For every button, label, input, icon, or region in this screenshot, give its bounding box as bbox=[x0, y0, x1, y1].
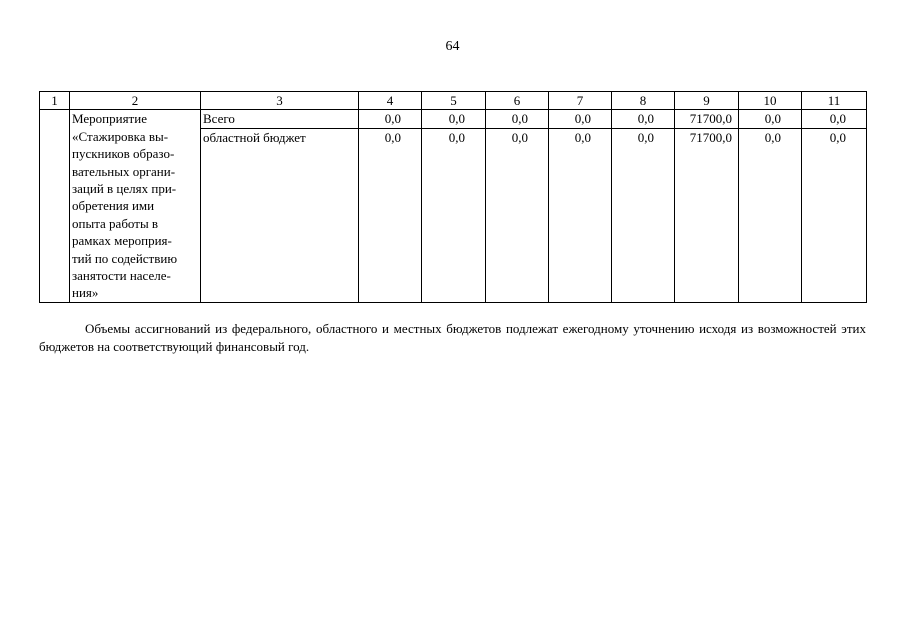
value-cell: 0,0 bbox=[486, 110, 549, 128]
column-header: 10 bbox=[739, 92, 802, 110]
index-cell bbox=[40, 110, 70, 302]
funding-source-cell: областной бюджет bbox=[201, 128, 359, 302]
value-cell: 0,0 bbox=[359, 110, 422, 128]
column-header: 2 bbox=[70, 92, 201, 110]
activity-name-cell: Мероприятие «Стажировка вы- пускников образо- вательных органи- заций в целях при- обретения ими опыта работы в рамках мероприя- тий по содействию занятости населе- ния» bbox=[70, 110, 201, 302]
value-cell: 0,0 bbox=[422, 110, 486, 128]
budget-table bbox=[39, 91, 867, 303]
value-cell: 0,0 bbox=[359, 128, 422, 302]
column-header: 6 bbox=[486, 92, 549, 110]
value-cell: 71700,0 bbox=[675, 128, 739, 302]
funding-source-cell: Всего bbox=[201, 110, 359, 128]
value-cell: 0,0 bbox=[422, 128, 486, 302]
value-cell: 0,0 bbox=[802, 128, 867, 302]
column-header: 9 bbox=[675, 92, 739, 110]
column-header: 8 bbox=[612, 92, 675, 110]
table-row bbox=[40, 110, 867, 128]
value-cell: 0,0 bbox=[739, 128, 802, 302]
value-cell: 0,0 bbox=[612, 128, 675, 302]
column-header: 7 bbox=[549, 92, 612, 110]
page-number: 64 bbox=[445, 39, 460, 54]
value-cell: 0,0 bbox=[612, 110, 675, 128]
budget-note-paragraph: Объемы ассигнований из федерального, областного и местных бюджетов подлежат ежегодному уточнению исходя из возможностей этих бюджетов на соответствующий финансовый год. bbox=[39, 321, 866, 354]
column-header: 4 bbox=[359, 92, 422, 110]
column-header: 1 bbox=[40, 92, 70, 110]
table-header-row bbox=[40, 92, 867, 110]
column-header: 11 bbox=[802, 92, 867, 110]
column-header: 3 bbox=[201, 92, 359, 110]
value-cell: 0,0 bbox=[739, 110, 802, 128]
value-cell: 71700,0 bbox=[675, 110, 739, 128]
column-header: 5 bbox=[422, 92, 486, 110]
value-cell: 0,0 bbox=[486, 128, 549, 302]
value-cell: 0,0 bbox=[549, 128, 612, 302]
value-cell: 0,0 bbox=[802, 110, 867, 128]
value-cell: 0,0 bbox=[549, 110, 612, 128]
